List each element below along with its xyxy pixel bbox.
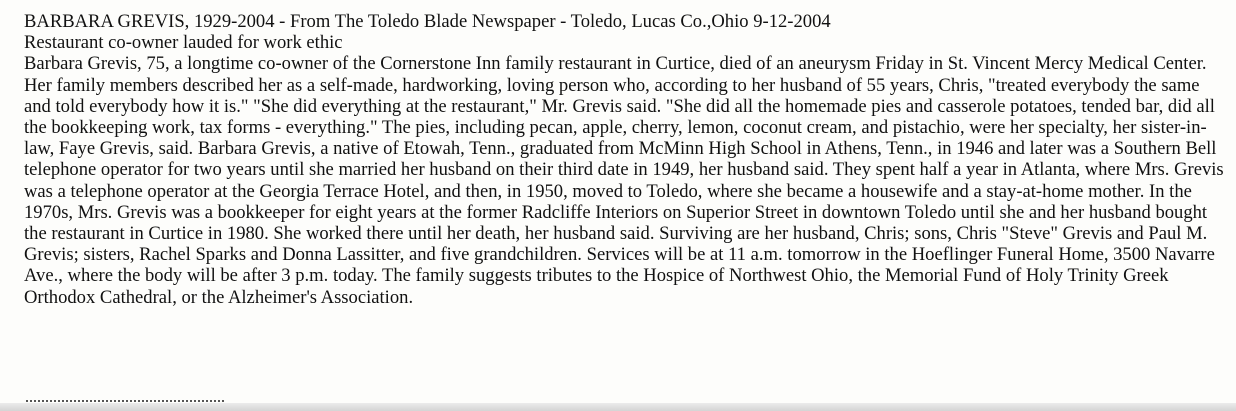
obituary-article [24, 11, 1224, 308]
page-bottom-edge [0, 403, 1236, 411]
article-headline: BARBARA GREVIS, 1929-2004 - From The Toledo Blade Newspaper - Toledo, Lucas Co.,Ohio 9-12-2004 [24, 11, 831, 32]
article-subhead: Restaurant co-owner lauded for work ethic [24, 32, 343, 54]
dotted-divider [26, 400, 224, 402]
article-body: Barbara Grevis, 75, a longtime co-owner of the Cornerstone Inn family restaurant in Curtice, died of an aneurysm Friday in St. Vincent Mercy Medical Center. Her family members described her as a self-made, hardworking, loving person who, according to her husband of 55 years, Chris, "treated everybody the same and told everybody how it is." "She did everything at the restaurant," Mr. Grevis said. "She did all the homemade pies and casserole potatoes, tended bar, did all the bookkeeping work, tax forms - everything." The pies, including pecan, apple, cherry, lemon, coconut cream, and pistachio, were her specialty, her sister-in-law, Faye Grevis, said. Barbara Grevis, a native of Etowah, Tenn., graduated from McMinn High School in Athens, Tenn., in 1946 and later was a Southern Bell telephone operator for two years until she married her husband on their third date in 1949, her husband said. They spent half a year in Atlanta, where Mrs. Grevis was a telephone operator at the Georgia Terrace Hotel, and then, in 1950, moved to Toledo, where she became a housewife and a stay-at-home mother. In the 1970s, Mrs. Grevis was a bookkeeper for eight years at the former Radcliffe Interiors on Superior Street in downtown Toledo until she and her husband bought the restaurant in Curtice in 1980. She worked there until her death, her husband said. Surviving are her husband, Chris; sons, Chris "Steve" Grevis and Paul M. Grevis; sisters, Rachel Sparks and Donna Lassitter, and five grandchildren. Services will be at 11 a.m. tomorrow in the Hoeflinger Funeral Home, 3500 Navarre Ave., where the body will be after 3 p.m. today. The family suggests tributes to the Hospice of Northwest Ohio, the Memorial Fund of Holy Trinity Greek Orthodox Cathedral, or the Alzheimer's Association. [24, 53, 1224, 308]
